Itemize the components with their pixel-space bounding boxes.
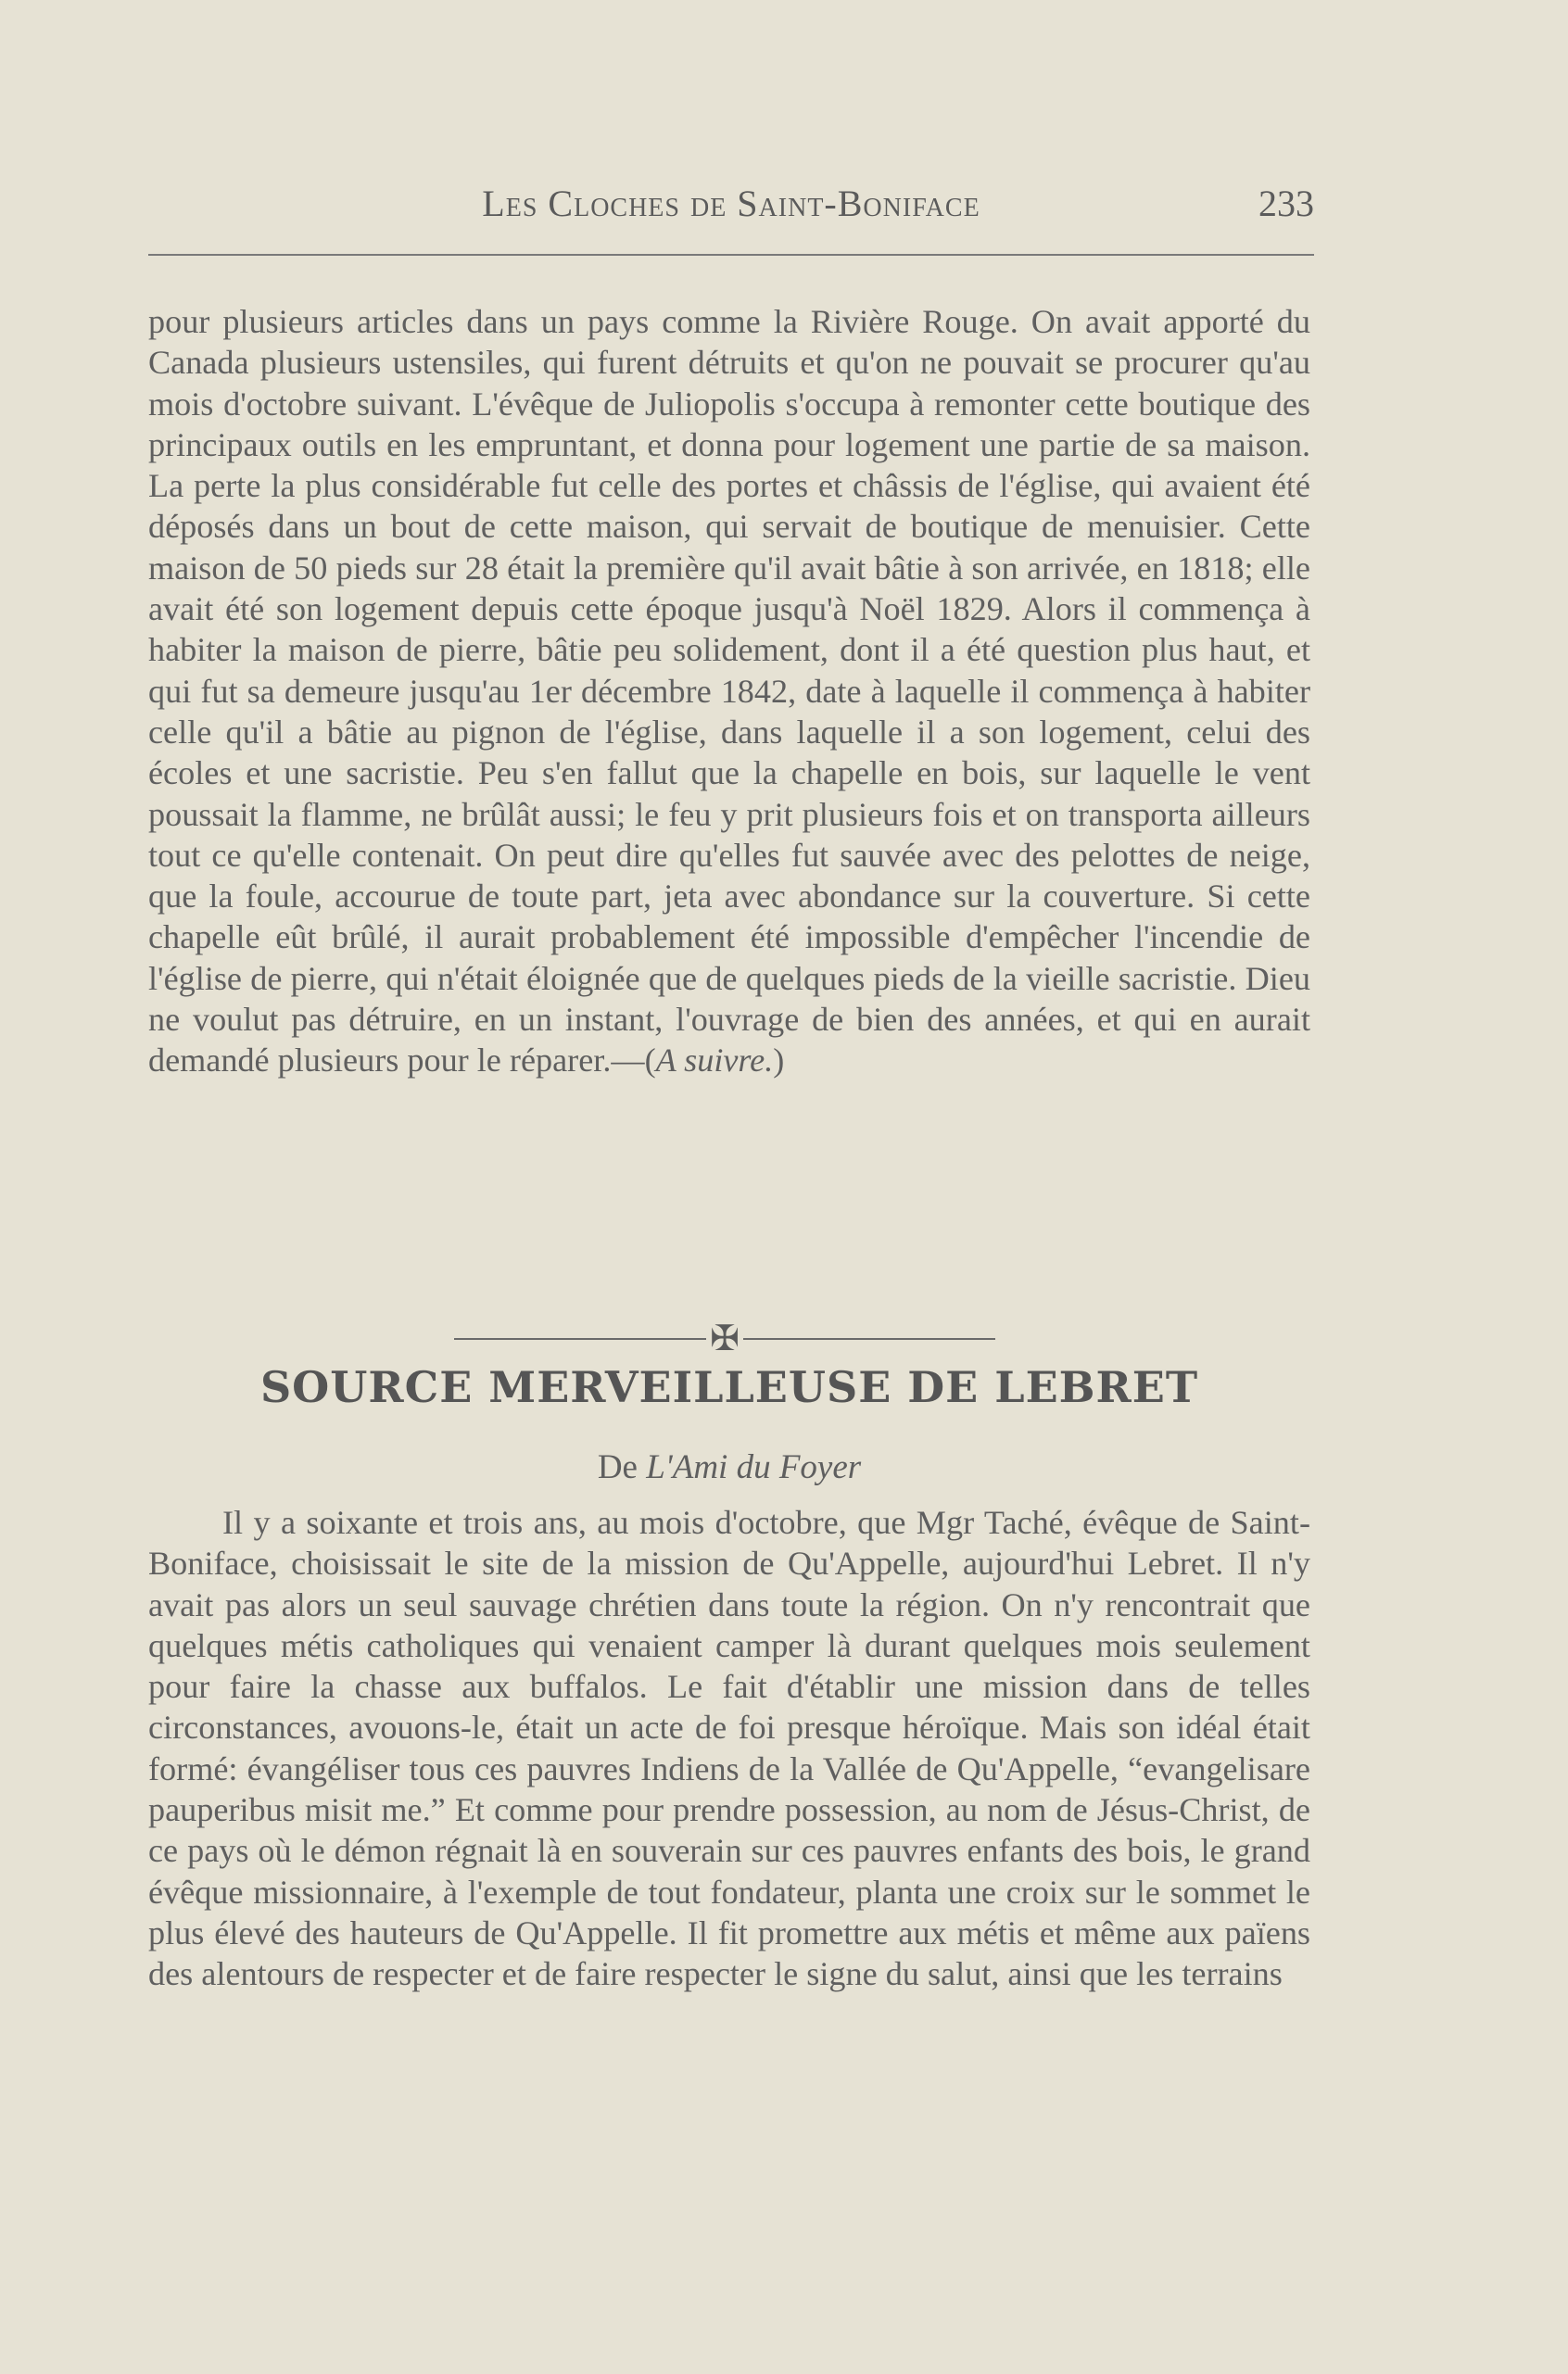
continued-text: pour plusieurs articles dans un pays comme la Rivière Rouge. On avait apporté du Canada plusieurs ustensiles, qui furent détruits et qu'on ne pouvait se procurer qu'au mois d'octobre suivant. L'évêque de Juliopolis s'occupa à remonter cette boutique des principaux outils en les empruntant, et donna pour logement une partie de sa maison. La perte la plus considérable fut celle des portes et châssis de l'église, qui avaient été déposés dans un bout de cette maison, qui servait de boutique de menuisier. Cette maison de 50 pieds sur 28 était la première qu'il avait bâtie à son arrivée, en 1818; elle avait été son logement depuis cette époque jusqu'à Noël 1829. Alors il commença à habiter la maison de pierre, bâtie peu solidement, dont il a été question plus haut, et qui fut sa demeure jusqu'au 1er décembre 1842, date à laquelle il commença à habiter celle qu'il a bâtie au pignon de l'église, dans laquelle il a son logement, celui des écoles et une sacristie. Peu s'en fallut que la chapelle en bois, sur laquelle le vent poussait la flamme, ne brûlât aussi; le feu y prit plusieurs fois et on transporta ailleurs tout ce qu'elle contenait. On peut dire qu'elles fut sauvée avec des pelottes de neige, que la foule, accourue de toute part, jeta avec abondance sur la couverture. Si cette chapelle eût brûlé, il aurait probablement été impossible d'empêcher l'incendie de l'église de pierre, qui n'était éloignée que de quelques pieds de la vieille sacristie. Dieu ne voulut pas détruire, en un instant, l'ouvrage de bien des années, et qui en aurait demandé plusieurs pour le réparer.—(	[148, 303, 1310, 1080]
article-source	[148, 1447, 1310, 1487]
running-head: Les Cloches de Saint-Boniface	[482, 183, 980, 224]
article-title: SOURCE MERVEILLEUSE DE LEBRET	[259, 1362, 1199, 1412]
source-prefix: De	[597, 1448, 647, 1486]
divider-line-left	[454, 1338, 706, 1340]
header-rule	[148, 254, 1314, 256]
page-header	[148, 182, 1314, 237]
closing-paren: )	[773, 1042, 785, 1080]
continued-paragraph-text	[148, 301, 1310, 1081]
page-number: 233	[1258, 183, 1314, 224]
continued-paragraph	[148, 301, 1310, 1081]
article-body	[148, 1502, 1310, 1995]
section-divider	[454, 1318, 995, 1358]
cross-ornament-icon: ✠	[710, 1318, 740, 1358]
divider-line-right	[743, 1338, 995, 1340]
source-publication: L'Ami du Foyer	[646, 1448, 862, 1486]
article-paragraph: Il y a soixante et trois ans, au mois d'octobre, que Mgr Taché, évêque de Saint-Boniface, choisissait le site de la mission de Qu'Appelle, aujourd'hui Lebret. Il n'y avait pas alors un seul sauvage chrétien dans toute la région. On n'y rencontrait que quelques métis catholiques qui venaient camper là durant quelques mois seulement pour faire la chasse aux buffalos. Le fait d'établir une mission dans de telles circonstances, avouons-le, était un acte de foi presque héroïque. Mais son idéal était formé: évangéliser tous ces pauvres Indiens de la Vallée de Qu'Appelle, “evangelisare pauperibus misit me.” Et comme pour prendre possession, au nom de Jésus-Christ, de ce pays où le démon régnait là en souverain sur ces pauvres enfants des bois, le grand évêque missionnaire, à l'exemple de tout fondateur, planta une croix sur le sommet le plus élevé des hauteurs de Qu'Appelle. Il fit promettre aux métis et même aux païens des alentours de respecter et de faire respecter le signe du salut, ainsi que les terrains	[148, 1504, 1310, 1993]
to-be-continued-note: A suivre.	[655, 1042, 774, 1080]
